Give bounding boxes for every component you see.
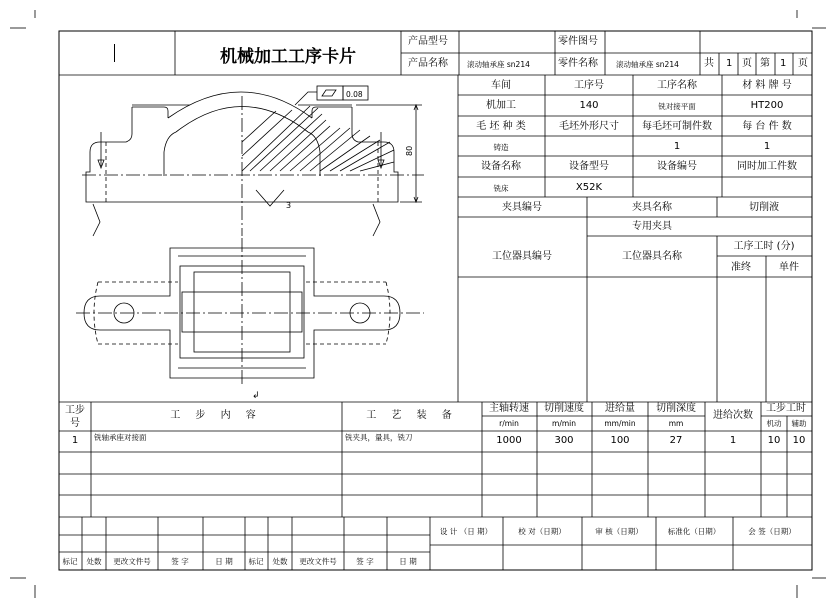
op-name-value[interactable]: 铣对接平面: [658, 102, 696, 111]
mark-label: 标记: [62, 557, 78, 566]
part-name-value[interactable]: 滚动轴承座 sn214: [616, 60, 679, 69]
step-content-label: 工 步 内 容: [170, 410, 262, 421]
op-name-label: 工序名称: [657, 80, 697, 91]
check-label: 校 对（日期）: [518, 527, 566, 536]
equip-name-value[interactable]: 铣床: [493, 184, 509, 193]
design-label: 设 计 （日 期）: [439, 527, 493, 536]
mark-label-2: 标记: [248, 557, 264, 566]
depth-cell[interactable]: 27: [669, 435, 683, 446]
spindle-label: 主轴转速: [489, 403, 529, 414]
step-equip-cell[interactable]: 铣夹具，量具，铣刀: [345, 433, 413, 442]
workshop-label: 车间: [491, 80, 511, 91]
coolant-label: 切削液: [749, 202, 779, 213]
sign-label-2: 签 字: [356, 557, 374, 566]
fixture-no-label: 夹具编号: [502, 202, 542, 213]
roughness-mark: 3: [286, 201, 292, 210]
speed-cell[interactable]: 300: [554, 435, 574, 446]
dimension-80: 80: [405, 145, 414, 156]
material-value[interactable]: HT200: [750, 100, 784, 111]
speed-label: 切削速度: [544, 403, 584, 414]
standard-label: 标准化（日期）: [667, 527, 721, 536]
fixture-name-label: 夹具名称: [632, 202, 672, 213]
station-tool-no-label: 工位器具编号: [492, 251, 552, 262]
passes-cell[interactable]: 1: [729, 435, 737, 446]
machine-time-label: 机动: [766, 419, 782, 428]
part-name-label: 零件名称: [558, 58, 598, 69]
simul-label: 同时加工件数: [737, 161, 797, 172]
product-name-label: 产品名称: [408, 58, 448, 69]
page-label: 页: [742, 58, 752, 69]
per-machine-value[interactable]: 1: [763, 141, 771, 152]
page-label-2: 页: [798, 58, 808, 69]
equip-name-label: 设备名称: [481, 161, 521, 172]
place-label-2: 处数: [272, 557, 288, 566]
step-no-label-2: 号: [70, 418, 80, 429]
change-doc-label: 更改文件号: [113, 557, 151, 566]
machine-time-cell[interactable]: 10: [767, 435, 781, 446]
op-no-label: 工序号: [574, 80, 604, 91]
product-model-label: 产品型号: [408, 36, 448, 47]
approve-label: 会 签（日期）: [748, 527, 796, 536]
svg-text:↲: ↲: [252, 391, 260, 401]
total-label: 共: [704, 58, 714, 69]
front-view: [82, 86, 424, 236]
review-label: 审 核（日期）: [595, 527, 643, 536]
material-label: 材 料 牌 号: [742, 80, 792, 91]
station-tool-name-label: 工位器具名称: [622, 251, 682, 262]
depth-unit: mm: [668, 419, 684, 428]
aux-time-label: 辅助: [791, 419, 807, 428]
per-machine-label: 每 台 件 数: [742, 121, 792, 132]
spindle-unit: r/min: [499, 419, 519, 428]
feed-label: 进给量: [605, 403, 635, 414]
place-label: 处数: [86, 557, 102, 566]
equip-model-value[interactable]: X52K: [575, 182, 603, 193]
blank-type-value[interactable]: 铸造: [493, 143, 509, 152]
nth-label: 第: [760, 58, 770, 69]
per-blank-value[interactable]: 1: [673, 141, 681, 152]
part-drawing-no-label: 零件图号: [558, 36, 598, 47]
product-name-value[interactable]: 滚动轴承座 sn214: [467, 60, 530, 69]
top-view: [76, 238, 424, 386]
equip-no-label: 设备编号: [657, 161, 697, 172]
blank-size-label: 毛坯外形尺寸: [559, 121, 619, 132]
sign-label: 签 字: [171, 557, 189, 566]
aux-time-cell[interactable]: 10: [792, 435, 806, 446]
card-title: 机械加工工序卡片: [220, 47, 356, 67]
workshop-value[interactable]: 机加工: [486, 100, 516, 111]
step-equip-label: 工 艺 装 备: [366, 410, 458, 421]
spindle-cell[interactable]: 1000: [496, 435, 522, 446]
equip-model-label: 设备型号: [569, 161, 609, 172]
date-label: 日 期: [215, 557, 233, 566]
passes-label: 进给次数: [713, 410, 753, 421]
feed-unit: mm/min: [604, 419, 636, 428]
speed-unit: m/min: [552, 419, 576, 428]
op-no-value[interactable]: 140: [579, 100, 599, 111]
total-pages[interactable]: 1: [726, 58, 733, 69]
step-time-label: 工步工时: [766, 403, 806, 414]
current-page[interactable]: 1: [780, 58, 787, 69]
depth-label: 切削深度: [656, 403, 696, 414]
date-label-2: 日 期: [399, 557, 417, 566]
prep-label: 准终: [731, 262, 751, 273]
blank-type-label: 毛 坯 种 类: [476, 121, 526, 132]
part-drawing: [60, 76, 500, 401]
cursor-mark: [114, 44, 115, 62]
change-doc-label-2: 更改文件号: [299, 557, 337, 566]
special-fixture[interactable]: 专用夹具: [632, 221, 672, 232]
flatness-value: 0.08: [346, 90, 363, 99]
feed-cell[interactable]: 100: [610, 435, 630, 446]
step-no-cell[interactable]: 1: [71, 435, 79, 446]
step-content-cell[interactable]: 铣轴承座对接面: [94, 433, 147, 442]
per-blank-label: 每毛坯可制件数: [642, 121, 712, 132]
unit-label: 单件: [779, 262, 799, 273]
op-time-label: 工序工时 (分): [733, 241, 795, 252]
step-no-label: 工步: [65, 405, 85, 416]
